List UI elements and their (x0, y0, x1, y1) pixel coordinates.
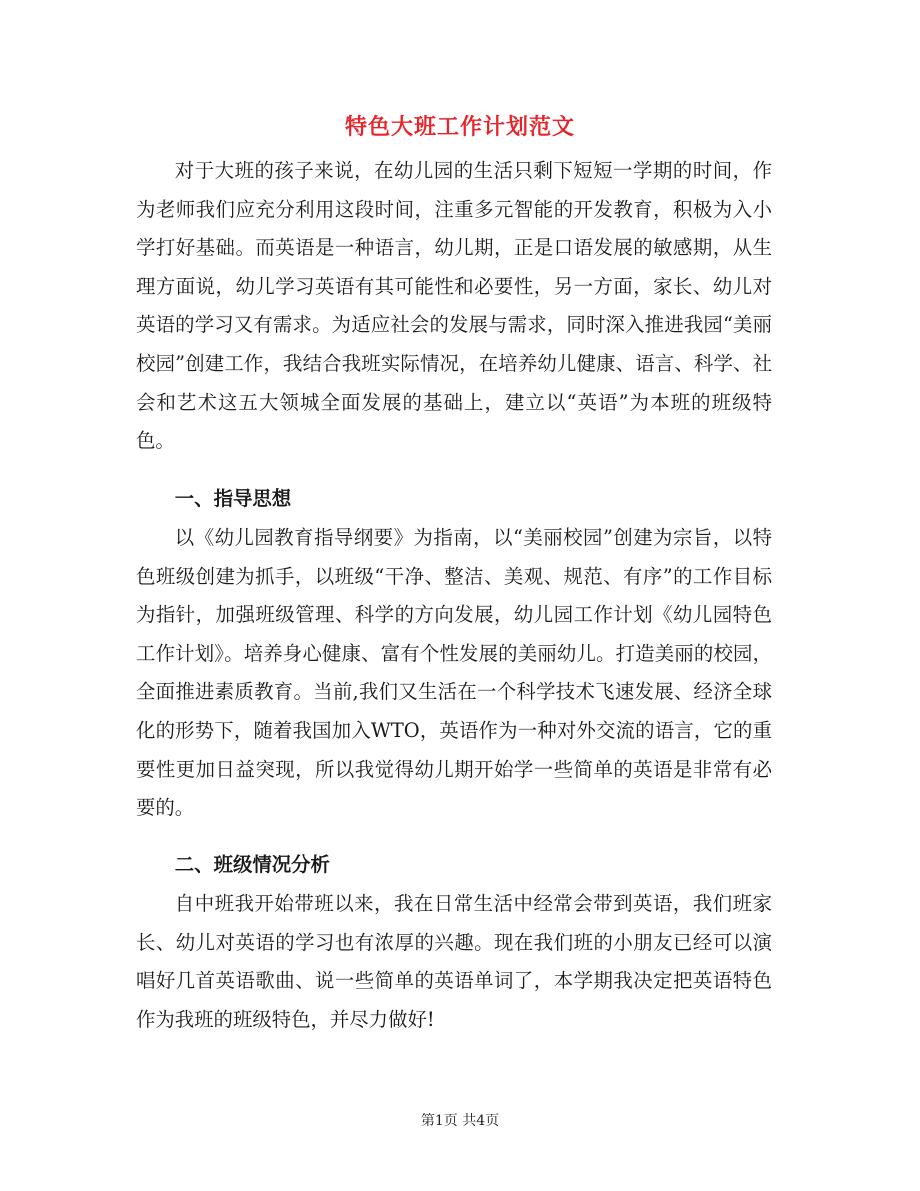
section-2-body-block (136, 885, 772, 1039)
section-1-body-block (136, 519, 772, 828)
section-paragraph-class-analysis: 自中班我开始带班以来，我在日常生活中经常会带到英语，我们班家长、幼儿对英语的学习也有浓厚的兴趣。现在我们班的小朋友已经可以演唱好几首英语歌曲、说一些简单的英语单词了，本学期我决定把英语特色作为我班的班级特色，并尽力做好! (136, 892, 772, 1031)
intro-block (136, 152, 772, 461)
section-1-heading-block (136, 480, 772, 519)
document-title: 特色大班工作计划范文 (344, 114, 575, 140)
section-paragraph-guiding-ideology: 以《幼儿园教育指导纲要》为指南，以“美丽校园”创建为宗旨，以特色班级创建为抓手，以班级“干净、整洁、美观、规范、有序”的工作目标为指针，加强班级管理、科学的方向发展，幼儿园工作计划《幼儿园特色工作计划》。培养身心健康、富有个性发展的美丽幼儿。打造美丽的校园，全面推进素质教育。当前,我们又生活在一个科学技术飞速发展、经济全球化的形势下，随着我国加入WTO，英语作为一种对外交流的语言，它的重要性更加日益突现，所以我觉得幼儿期开始学一些简单的英语是非常有必要的。 (136, 526, 772, 820)
section-heading-guiding-ideology: 一、指导思想 (174, 487, 292, 510)
page-number-footer: 第1页 共4页 (420, 1113, 500, 1129)
intro-paragraph: 对于大班的孩子来说，在幼儿园的生活只剩下短短一学期的时间，作为老师我们应充分利用这段时间，注重多元智能的开发教育，积极为入小学打好基础。而英语是一种语言，幼儿期，正是口语发展的敏感期，从生理方面说，幼儿学习英语有其可能性和必要性，另一方面，家长、幼儿对英语的学习又有需求。为适应社会的发展与需求，同时深入推进我园“美丽校园”创建工作，我结合我班实际情况，在培养幼儿健康、语言、科学、社会和艺术这五大领城全面发展的基础上，建立以“英语”为本班的班级特色。 (136, 159, 772, 453)
section-2-heading-block (136, 846, 772, 885)
section-heading-class-analysis: 二、班级情况分析 (174, 853, 330, 876)
